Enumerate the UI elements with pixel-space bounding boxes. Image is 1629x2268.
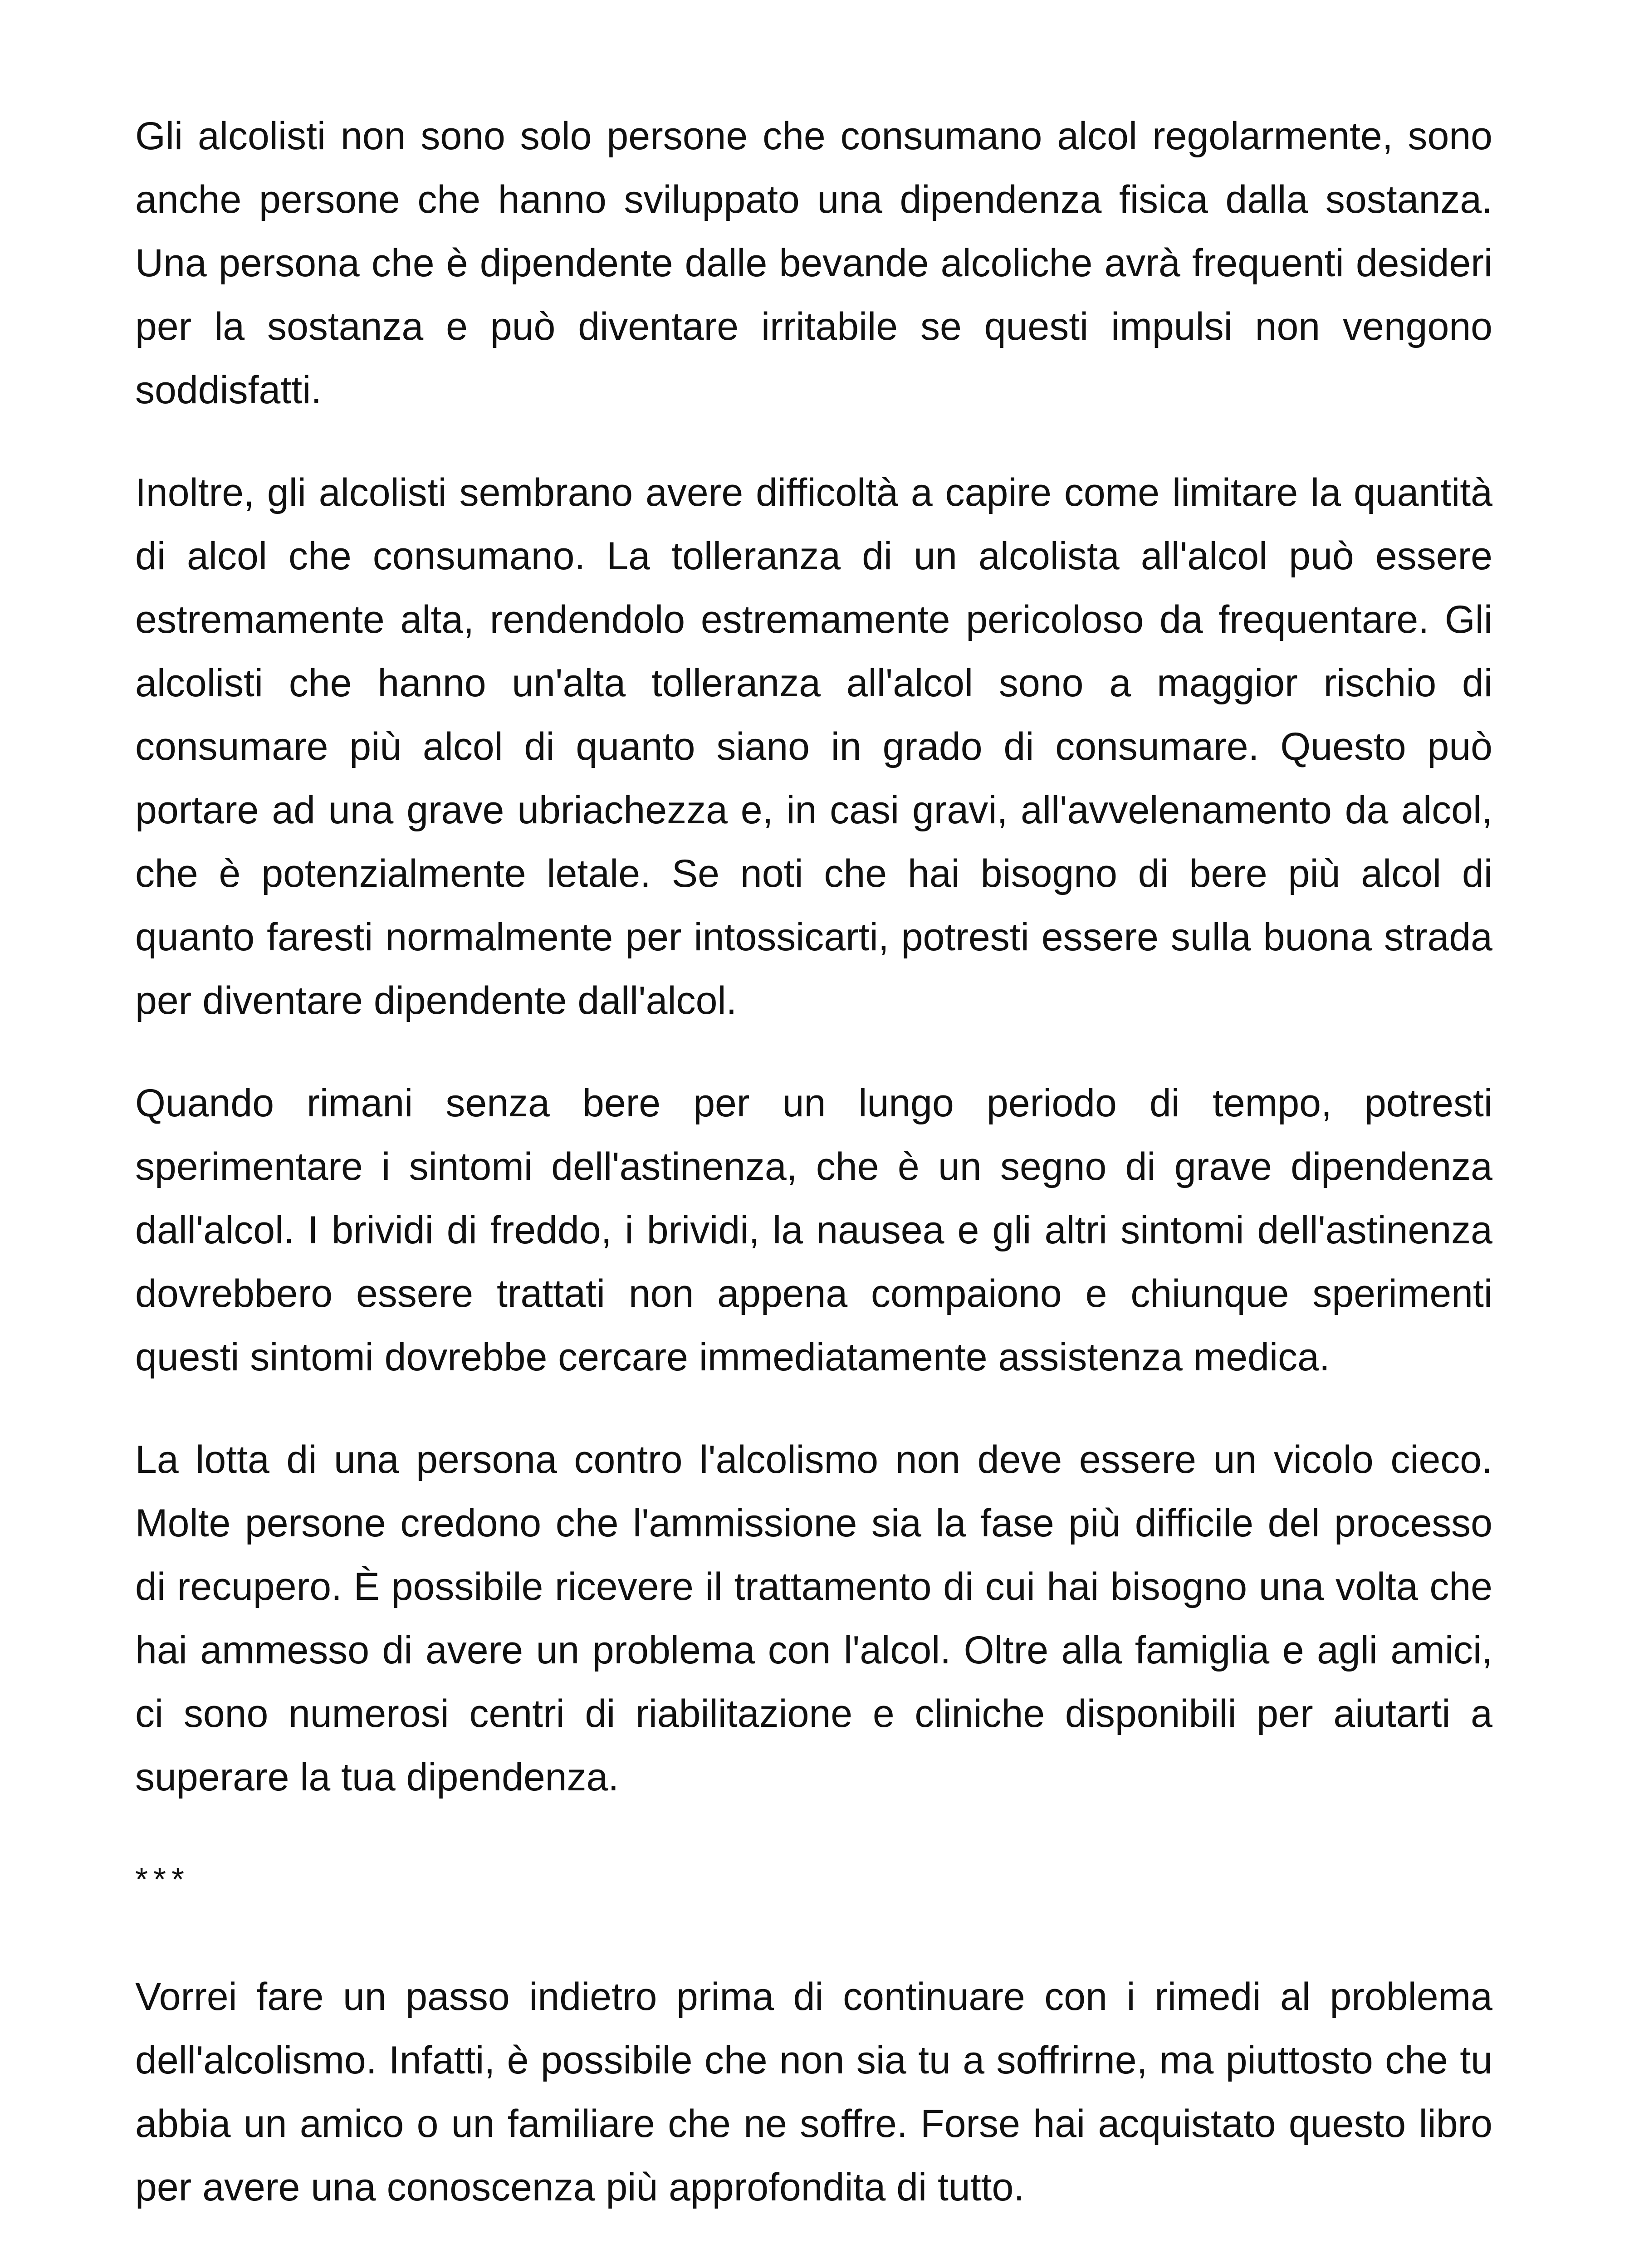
paragraph: La lotta di una persona contro l'alcolismo non deve essere un vicolo cieco. Molte persone credono che l'ammissione sia la fase più difficile del processo di recupero. È possibile ricevere il trattamento di cui hai bisogno una volta che hai ammesso di avere un problema con l'alcol. Oltre alla famiglia e agli amici, ci sono numerosi centri di riabilitazione e cliniche disponibili per aiutarti a superare la tua dipendenza.: [135, 1438, 1492, 1799]
paragraph: Quando rimani senza bere per un lungo periodo di tempo, potresti sperimentare i sintomi dell'astinenza, che è un segno di grave dipendenza dall'alcol. I brividi di freddo, i brividi, la nausea e gli altri sintomi dell'astinenza dovrebbero essere trattati non appena compaiono e chiunque sperimenti questi sintomi dovrebbe cercare immediatamente assistenza medica.: [135, 1081, 1492, 1379]
body-text: [135, 104, 1492, 2258]
paragraph: Gli alcolisti non sono solo persone che consumano alcol regolarmente, sono anche persone che hanno sviluppato una dipendenza fisica dalla sostanza. Una persona che è dipendente dalle bevande alcoliche avrà frequenti desideri per la sostanza e può diventare irritabile se questi impulsi non vengono soddisfatti.: [135, 114, 1492, 412]
paragraph: Inoltre, gli alcolisti sembrano avere difficoltà a capire come limitare la quantità di alcol che consumano. La tolleranza di un alcolista all'alcol può essere estremamente alta, rendendolo estremamente pericoloso da frequentare. Gli alcolisti che hanno un'alta tolleranza all'alcol sono a maggior rischio di consumare più alcol di quanto siano in grado di consumare. Questo può portare ad una grave ubriachezza e, in casi gravi, all'avvelenamento da alcol, che è potenzialmente letale. Se noti che hai bisogno di bere più alcol di quanto faresti normalmente per intossicarti, potresti essere sulla buona strada per diventare dipendente dall'alcol.: [135, 471, 1492, 1022]
section-separator: ***: [135, 1862, 190, 1898]
closing-paragraph: Vorrei fare un passo indietro prima di continuare con i rimedi al problema dell'alcolismo. Infatti, è possibile che non sia tu a soffrirne, ma piuttosto che tu abbia un amico o un familiare che ne soffre. Forse hai acquistato questo libro per avere una conoscenza più approfondita di tutto.: [135, 1975, 1492, 2209]
